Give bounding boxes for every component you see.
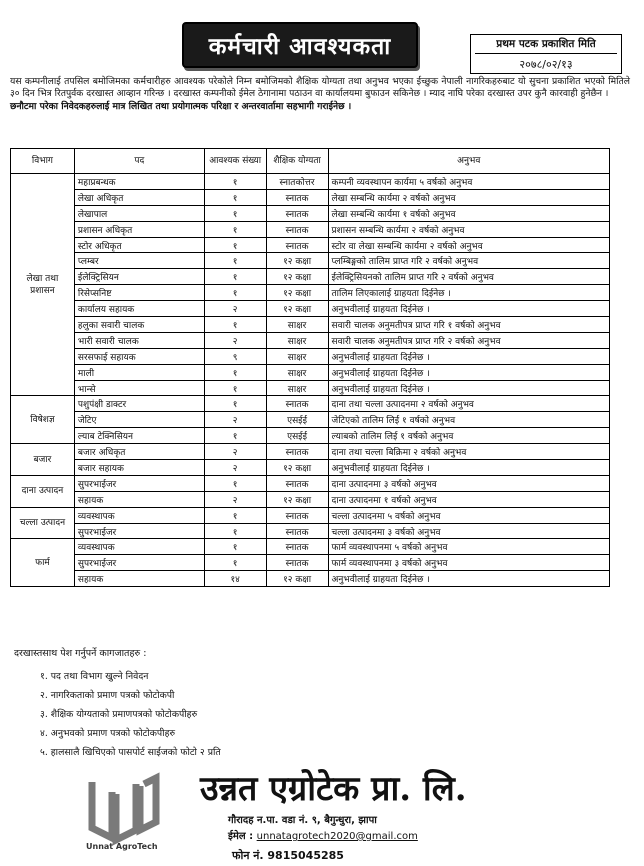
count-cell: १४ — [204, 571, 266, 587]
table-row — [11, 174, 610, 190]
qualification-cell: स्नातक — [266, 539, 328, 555]
count-cell: १ — [204, 205, 266, 221]
list-item: १. पद तथा विभाग खुल्ने निवेदन — [40, 671, 149, 682]
header-department: विभाग — [11, 149, 75, 174]
count-cell: १ — [204, 364, 266, 380]
experience-cell: ईलेक्ट्रिसियनको तालिम प्राप्त गरि २ वर्षको अनुभव — [328, 269, 609, 285]
table-row — [11, 348, 610, 364]
count-cell: १ — [204, 253, 266, 269]
table-header-row — [11, 149, 610, 174]
qualification-cell: स्नातक — [266, 475, 328, 491]
qualification-cell: १२ कक्षा — [266, 269, 328, 285]
logo-text: Unnat AgroTech — [86, 842, 158, 851]
department-cell: लेखा तथा प्रशासन — [11, 174, 75, 396]
list-item: ३. शैक्षिक योग्यताको प्रमाणपत्रको फोटोकपीहरु — [40, 709, 198, 720]
experience-cell: सवारी चालक अनुमतीपत्र प्राप्त गरि १ वर्षको अनुभव — [328, 317, 609, 333]
position-cell: लेखापाल — [74, 205, 204, 221]
qualification-cell: साक्षर — [266, 348, 328, 364]
count-cell: १ — [204, 555, 266, 571]
qualification-cell: १२ कक्षा — [266, 491, 328, 507]
table-row — [11, 491, 610, 507]
qualification-cell: स्नातक — [266, 396, 328, 412]
qualification-cell: १२ कक्षा — [266, 301, 328, 317]
table-row — [11, 460, 610, 476]
position-cell: ईलेक्ट्रिसियन — [74, 269, 204, 285]
experience-cell: प्रशासन सम्बन्धि कार्यमा २ वर्षको अनुभव — [328, 221, 609, 237]
table-row — [11, 205, 610, 221]
experience-cell: दाना उत्पादनमा ३ वर्षको अनुभव — [328, 475, 609, 491]
qualification-cell: स्नातक — [266, 444, 328, 460]
list-item: २. नागरिकताको प्रमाण पत्रको फोटोकपी — [40, 690, 175, 701]
phone-number: 9815045285 — [267, 849, 344, 862]
page-title: कर्मचारी आवश्यकता — [208, 34, 392, 60]
department-cell: चल्ला उत्पादन — [11, 507, 75, 539]
position-cell: प्रशासन अधिकृत — [74, 221, 204, 237]
phone-line — [232, 848, 344, 863]
qualification-cell: स्नातक — [266, 205, 328, 221]
position-cell: रिसेप्सनिष्ट — [74, 285, 204, 301]
count-cell: १ — [204, 523, 266, 539]
experience-cell: अनुभवीलाई ग्राहयता दिईनेछ । — [328, 364, 609, 380]
qualification-cell: स्नातक — [266, 523, 328, 539]
position-cell: लेखा अधिकृत — [74, 189, 204, 205]
position-cell: भान्से — [74, 380, 204, 396]
experience-cell: दाना तथा चल्ला उत्पादनमा २ वर्षको अनुभव — [328, 396, 609, 412]
experience-cell: लेखा सम्बन्धि कार्यमा २ वर्षको अनुभव — [328, 189, 609, 205]
table-row — [11, 364, 610, 380]
experience-cell: अनुभवीलाई ग्राहयता दिईनेछ । — [328, 571, 609, 587]
department-cell: फार्म — [11, 539, 75, 587]
qualification-cell: साक्षर — [266, 317, 328, 333]
experience-cell: कम्पनी व्यवस्थापन कार्यमा ५ वर्षको अनुभव — [328, 174, 609, 190]
qualification-cell: स्नातकोत्तर — [266, 174, 328, 190]
table-row — [11, 523, 610, 539]
qualification-cell: स्नातक — [266, 189, 328, 205]
count-cell: १ — [204, 507, 266, 523]
department-cell: विषेशज्ञ — [11, 396, 75, 444]
header-position: पद — [74, 149, 204, 174]
qualification-cell: साक्षर — [266, 380, 328, 396]
experience-cell: ल्याबको तालिम लिई १ वर्षको अनुभव — [328, 428, 609, 444]
position-cell: व्यवस्थापक — [74, 539, 204, 555]
position-cell: माली — [74, 364, 204, 380]
position-cell: बजार सहायक — [74, 460, 204, 476]
position-cell: सहायक — [74, 491, 204, 507]
position-cell: सुपरभाईजर — [74, 555, 204, 571]
header-count: आवश्यक संख्या — [204, 149, 266, 174]
table-row — [11, 317, 610, 333]
vacancy-table — [10, 148, 610, 587]
position-cell: सुपरभाईजर — [74, 475, 204, 491]
position-cell: सहायक — [74, 571, 204, 587]
count-cell: २ — [204, 412, 266, 428]
count-cell: २ — [204, 332, 266, 348]
intro-note: छनौटमा परेका निवेदकहरुलाई मात्र लिखित तथा प्रयोगात्मक परिक्षा र अन्तरवार्तामा सहभागी गराईनेछ । — [10, 101, 352, 112]
table-row — [11, 412, 610, 428]
position-cell: हलुका सवारी चालक — [74, 317, 204, 333]
table-row — [11, 269, 610, 285]
position-cell: महाप्रबन्धक — [74, 174, 204, 190]
table-row — [11, 475, 610, 491]
count-cell: २ — [204, 491, 266, 507]
experience-cell: प्लम्बिङ्गको तालिम प्राप्त गरि २ वर्षको अनुभव — [328, 253, 609, 269]
table-row — [11, 571, 610, 587]
header-experience: अनुभव — [328, 149, 609, 174]
title-banner — [182, 22, 418, 68]
experience-cell: फार्म व्यवस्थापनमा ५ वर्षको अनुभव — [328, 539, 609, 555]
count-cell: २ — [204, 444, 266, 460]
qualification-cell: १२ कक्षा — [266, 460, 328, 476]
count-cell: ९ — [204, 348, 266, 364]
count-cell: १ — [204, 539, 266, 555]
experience-cell: लेखा सम्बन्धि कार्यमा १ वर्षको अनुभव — [328, 205, 609, 221]
intro-text: यस कम्पनीलाई तपसिल बमोजिमका कर्मचारीहरु आवश्यक परेकोले निम्न बमोजिमको शैक्षिक योग्यता तथा अनुभव भएका ईच्छुक नेपाली नागरिकहरुबाट यो सुचना प्रकाशित भएको मितिले ३० दिन भित्र रितपुर्वक दरखास्त आव्हान गरिन्छ । दरखास्त कम्पनीको ईमेल ठेगानामा पठाउन वा कार्यालयमा बुफाउन सकिनेछ । म्याद नाघि परेका दरखास्त उपर कुनै कारवाही हुनेछैन । — [10, 76, 630, 99]
documents-title: दरखास्तसाथ पेश गर्नुपर्ने कागजातहरु : — [14, 648, 147, 659]
experience-cell: चल्ला उत्पादनमा ३ वर्षको अनुभव — [328, 523, 609, 539]
table-row — [11, 189, 610, 205]
qualification-cell: स्नातक — [266, 507, 328, 523]
list-item: ४. अनुभवको प्रमाण पत्रको फोटोकपीहरु — [40, 728, 176, 739]
experience-cell: अनुभवीलाई ग्राहयता दिईनेछ । — [328, 380, 609, 396]
documents-list — [40, 667, 221, 762]
count-cell: २ — [204, 460, 266, 476]
qualification-cell: स्नातक — [266, 221, 328, 237]
position-cell: सरसफाई सहायक — [74, 348, 204, 364]
email-label: ईमेल : — [228, 831, 254, 842]
experience-cell: दाना तथा चल्ला बिक्रिमा २ वर्षको अनुभव — [328, 444, 609, 460]
table-row — [11, 285, 610, 301]
count-cell: १ — [204, 237, 266, 253]
email-link[interactable]: unnatagrotech2020@gmail.com — [256, 831, 418, 842]
position-cell: पशुपंक्षी डाक्टर — [74, 396, 204, 412]
company-name: उन्नत एग्रोटेक प्रा. लि. — [200, 769, 467, 809]
table-row — [11, 221, 610, 237]
count-cell: १ — [204, 174, 266, 190]
position-cell: प्लम्बर — [74, 253, 204, 269]
table-body — [11, 174, 610, 587]
department-cell: दाना उत्पादन — [11, 475, 75, 507]
table-row — [11, 237, 610, 253]
table-row — [11, 396, 610, 412]
table-row — [11, 444, 610, 460]
table-row — [11, 428, 610, 444]
qualification-cell: १२ कक्षा — [266, 285, 328, 301]
position-cell: व्यवस्थापक — [74, 507, 204, 523]
experience-cell: फार्म व्यवस्थापनमा ३ वर्षको अनुभव — [328, 555, 609, 571]
count-cell: १ — [204, 269, 266, 285]
experience-cell: दाना उत्पादनमा १ वर्षको अनुभव — [328, 491, 609, 507]
qualification-cell: एसईई — [266, 412, 328, 428]
count-cell: १ — [204, 428, 266, 444]
experience-cell: सवारी चालक अनुमतीपत्र प्राप्त गरि २ वर्षको अनुभव — [328, 332, 609, 348]
published-date-box — [470, 34, 622, 74]
position-cell: कार्यालय सहायक — [74, 301, 204, 317]
count-cell: १ — [204, 189, 266, 205]
header-qualification: शैक्षिक योग्यता — [266, 149, 328, 174]
experience-cell: अनुभवीलाई ग्राहयता दिईनेछ । — [328, 460, 609, 476]
qualification-cell: स्नातक — [266, 237, 328, 253]
position-cell: जेटिए — [74, 412, 204, 428]
phone-label: फोन नं. — [232, 849, 264, 862]
email-line — [228, 828, 418, 842]
intro-paragraph — [10, 76, 630, 113]
table-row — [11, 539, 610, 555]
qualification-cell: १२ कक्षा — [266, 571, 328, 587]
table-row — [11, 380, 610, 396]
table-row — [11, 555, 610, 571]
experience-cell: अनुभवीलाई ग्राहयता दिईनेछ । — [328, 348, 609, 364]
qualification-cell: साक्षर — [266, 332, 328, 348]
experience-cell: तालिम लिएकालाई ग्राहयता दिईनेछ । — [328, 285, 609, 301]
department-cell: बजार — [11, 444, 75, 476]
count-cell: १ — [204, 475, 266, 491]
experience-cell: जेटिएको तालिम लिई १ वर्षको अनुभव — [328, 412, 609, 428]
count-cell: १ — [204, 396, 266, 412]
qualification-cell: १२ कक्षा — [266, 253, 328, 269]
position-cell: ल्याब टेक्निसियन — [74, 428, 204, 444]
count-cell: १ — [204, 317, 266, 333]
table-row — [11, 301, 610, 317]
qualification-cell: एसईई — [266, 428, 328, 444]
table-row — [11, 507, 610, 523]
experience-cell: चल्ला उत्पादनमा ५ वर्षको अनुभव — [328, 507, 609, 523]
published-date: २०७८/०२/१३ — [519, 58, 573, 71]
table-row — [11, 332, 610, 348]
experience-cell: अनुभवीलाई ग्राहयता दिईनेछ । — [328, 301, 609, 317]
published-label: प्रथम पटक प्रकाशित मिति — [475, 37, 617, 54]
count-cell: २ — [204, 301, 266, 317]
position-cell: सुपरभाईजर — [74, 523, 204, 539]
experience-cell: स्टोर वा लेखा सम्बन्धि कार्यमा २ वर्षको अनुभव — [328, 237, 609, 253]
position-cell: स्टोर अधिकृत — [74, 237, 204, 253]
qualification-cell: स्नातक — [266, 555, 328, 571]
count-cell: १ — [204, 380, 266, 396]
position-cell: भारी सवारी चालक — [74, 332, 204, 348]
position-cell: बजार अधिकृत — [74, 444, 204, 460]
list-item: ५. हालसालै खिचिएको पासपोर्ट साईजको फोटो २ प्रति — [40, 747, 221, 758]
count-cell: १ — [204, 285, 266, 301]
count-cell: १ — [204, 221, 266, 237]
qualification-cell: साक्षर — [266, 364, 328, 380]
table-row — [11, 253, 610, 269]
company-address: गौरादह न.पा. वडा नं. ९, बैगुन्धुरा, झापा — [228, 815, 377, 826]
